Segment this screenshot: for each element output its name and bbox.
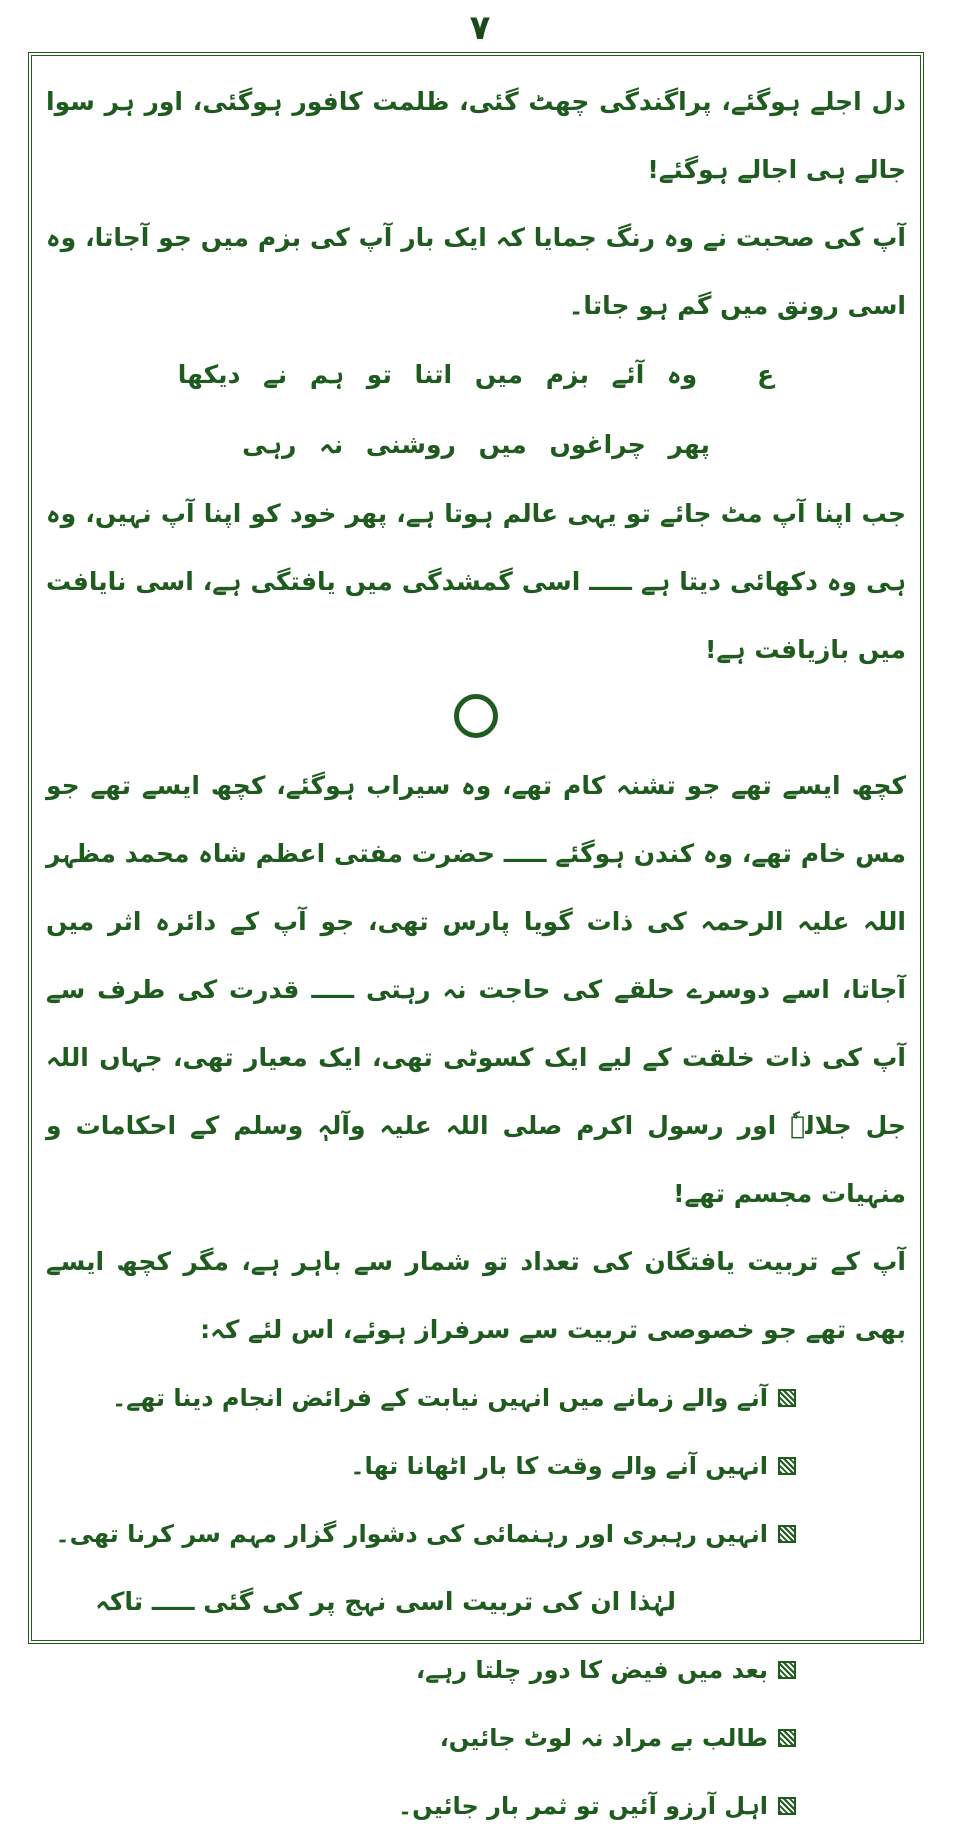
list-item xyxy=(46,1364,906,1432)
verse-line-2: پھر چراغوں میں روشنی نہ رہی xyxy=(242,430,710,459)
list-item-text: طالب بے مراد نہ لوٹ جائیں، xyxy=(439,1724,768,1752)
list-item-text: آنے والے زمانے میں انہیں نیابت کے فرائض انجام دینا تھے۔ xyxy=(112,1384,768,1412)
bullet-square-icon xyxy=(778,1661,796,1679)
list-item-text: انہیں آنے والے وقت کا بار اٹھانا تھا۔ xyxy=(350,1452,768,1480)
verse-line-1-text: وہ آئے بزم میں اتنا تو ہم نے دیکھا xyxy=(177,360,698,389)
verse-line-1 xyxy=(46,340,906,410)
list-item-text: اہل آرزو آئیں تو ثمر بار جائیں۔ xyxy=(398,1792,768,1820)
page-content xyxy=(46,68,906,1820)
paragraph-5: آپ کے تربیت یافتگان کی تعداد تو شمار سے باہر ہے، مگر کچھ ایسے بھی تھے جو خصوصی تربیت سے سرفراز ہوئے، اس لئے کہ: xyxy=(46,1247,906,1344)
paragraph-3: جب اپنا آپ مٹ جائے تو یہی عالم ہوتا ہے، پھر خود کو اپنا آپ نہیں، وہ ہی وہ دکھائی دیتا ہے ـــــ اسی گمشدگی میں یافتگی ہے، اسی نایافت میں بازیافت ہے! xyxy=(46,499,906,664)
bullet-square-icon xyxy=(778,1525,796,1543)
bullet-square-icon xyxy=(778,1729,796,1747)
list-item xyxy=(46,1500,906,1568)
paragraph-1: دل اجلے ہوگئے، پراگندگی چھٹ گئی، ظلمت کافور ہوگئی، اور ہر سوا جالے ہی اجالے ہوگئے! xyxy=(46,87,906,184)
bullet-square-icon xyxy=(778,1457,796,1475)
bullet-list-1 xyxy=(46,1364,906,1568)
list-item xyxy=(46,1432,906,1500)
list-item xyxy=(46,1636,906,1704)
paragraph-6: لہٰذا ان کی تربیت اسی نہج پر کی گئی ـــــ تاکہ xyxy=(95,1587,676,1616)
page-number: ۷ xyxy=(469,8,491,48)
verse-mark: ع xyxy=(757,360,775,389)
bullet-square-icon xyxy=(778,1797,796,1815)
bullet-list-2 xyxy=(46,1636,906,1840)
section-divider-circle-icon xyxy=(454,694,498,738)
list-item xyxy=(46,1704,906,1772)
list-item-text: انہیں رہبری اور رہنمائی کی دشوار گزار مہم سر کرنا تھی۔ xyxy=(55,1520,768,1548)
list-item xyxy=(46,1772,906,1840)
paragraph-4: کچھ ایسے تھے جو تشنہ کام تھے، وہ سیراب ہوگئے، کچھ ایسے تھے جو مس خام تھے، وہ کندن ہوگئے ـــــ حضرت مفتی اعظم شاہ محمد مظہر اللہ علیہ الرحمہ کی ذات گویا پارس تھی، جو آپ کے دائرہ اثر میں آجاتا، اسے دوسرے حلقے کی حاجت نہ رہتی ـــــ قدرت کی طرف سے آپ کی ذات خلقت کے لیے ایک کسوٹی تھی، ایک معیار تھی، جہاں اللہ جل جلالہٗ اور رسول اکرم صلی اللہ علیہ وآلہٖ وسلم کے احکامات و منہیات مجسم تھے! xyxy=(46,771,906,1208)
bullet-square-icon xyxy=(778,1389,796,1407)
list-item-text: بعد میں فیض کا دور چلتا رہے، xyxy=(415,1656,768,1684)
paragraph-2: آپ کی صحبت نے وہ رنگ جمایا کہ ایک بار آپ کی بزم میں جو آجاتا، وہ اسی رونق میں گم ہو جاتا۔ xyxy=(46,223,906,320)
